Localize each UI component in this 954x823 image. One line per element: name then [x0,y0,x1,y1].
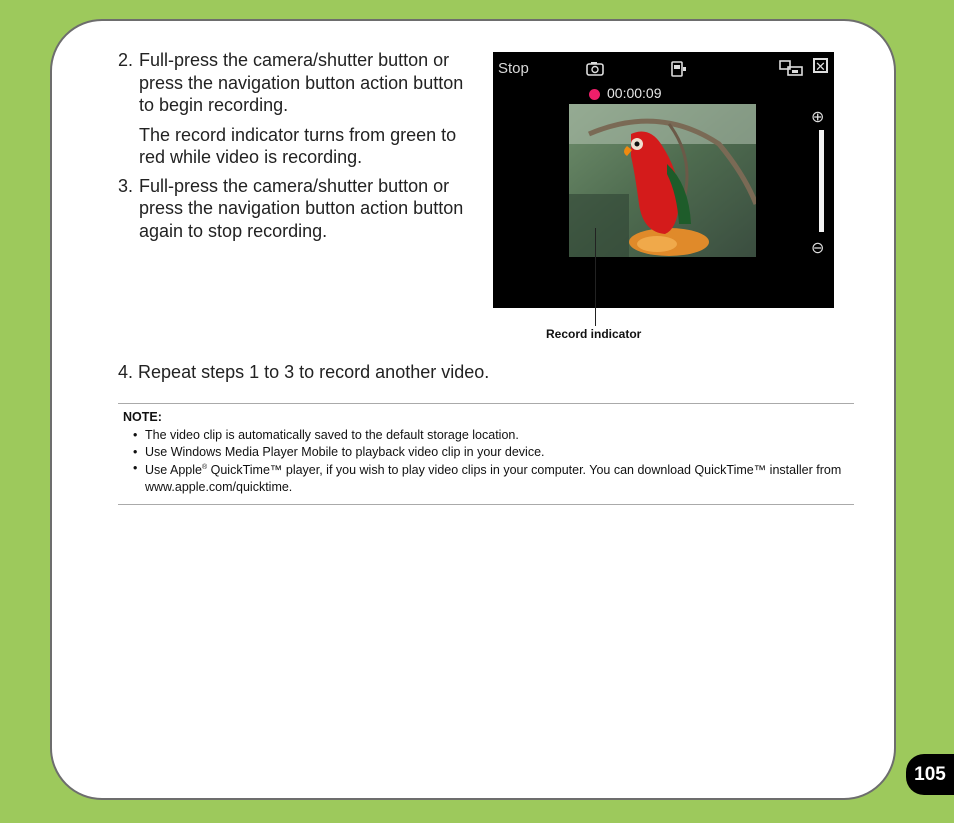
video-preview-image [569,104,756,257]
callout-line [595,228,596,326]
note-title: NOTE: [123,410,162,424]
zoom-out-icon[interactable]: ⊖ [811,240,825,257]
record-indicator-icon [589,89,600,100]
resolution-icon[interactable] [779,60,805,82]
step-text: Full-press the camera/shutter button or press the navigation button action button again to stop recording. [139,175,464,241]
bullet: • [133,428,138,442]
step-text: Repeat steps 1 to 3 to record another video. [138,362,490,382]
step-2 [118,49,478,169]
camera-screenshot [493,52,834,308]
bullet: • [133,461,138,475]
note-item [133,460,848,495]
step-text: Full-press the camera/shutter button or press the navigation button action button to begin recording. [139,50,464,115]
steps-list [118,49,478,248]
registered-mark: ® [201,464,208,471]
note-top-rule [118,403,854,404]
note-text-part2: QuickTime™ player, if you wish to play video clips in your computer. You can download QuickTime™ installer from www.apple.com/quicktime. [145,463,842,494]
step-number: 3. [118,175,134,196]
step-3 [118,175,478,243]
figure-caption: Record indicator [546,327,642,341]
note-bottom-rule [118,504,854,505]
page-number: 105 [906,754,954,795]
capture-mode-icon[interactable] [585,61,605,81]
step-4 [118,361,489,383]
note-text: Use Windows Media Player Mobile to playback video clip in your device. [145,444,545,459]
zoom-slider[interactable] [819,130,824,232]
note-text-part1: Use Apple [145,463,202,478]
note-text: The video clip is automatically saved to the default storage location. [145,428,519,442]
video-mode-icon[interactable] [669,59,689,83]
step-subtext: The record indicator turns from green to red while video is recording. [139,124,457,167]
stop-softkey[interactable]: Stop [498,60,529,77]
bullet: • [133,444,138,459]
close-icon[interactable]: ✕ [813,58,828,73]
record-timer: 00:00:09 [607,85,662,101]
note-item [133,427,848,444]
zoom-in-icon[interactable]: ⊕ [811,109,825,126]
step-number: 2. [118,50,134,70]
note-list [133,427,848,495]
note-item [133,444,848,461]
step-number: 4. [118,362,134,382]
